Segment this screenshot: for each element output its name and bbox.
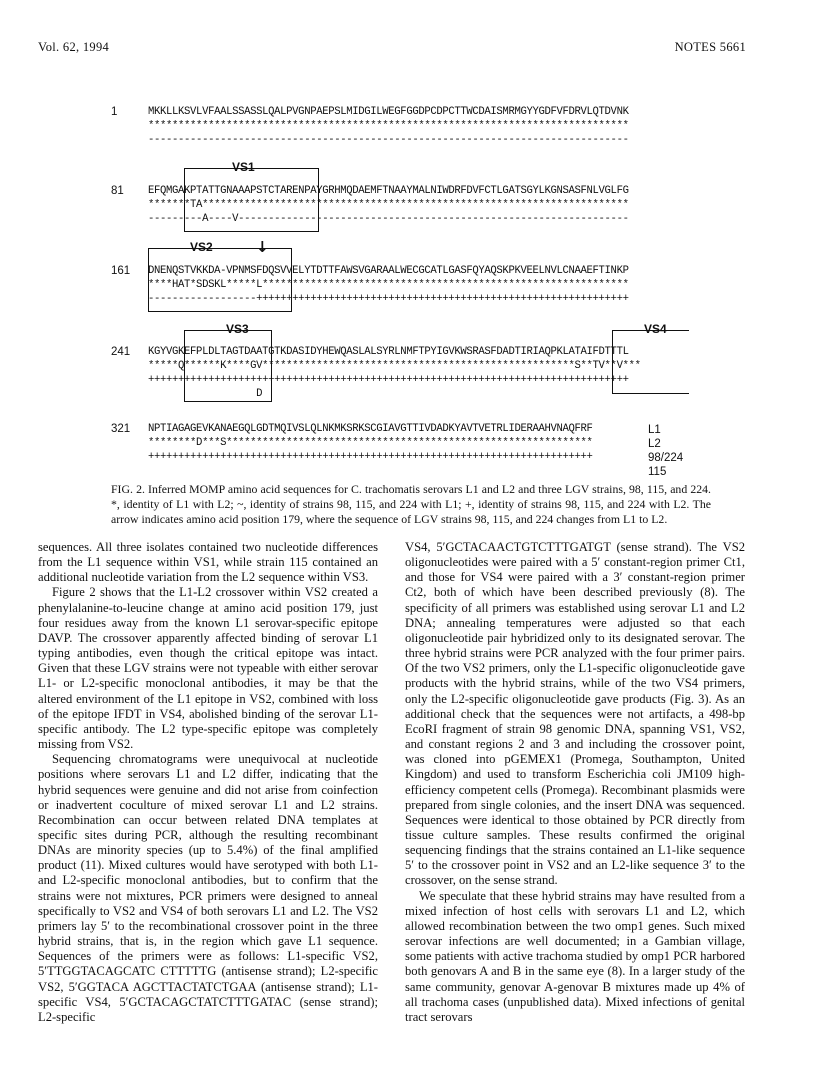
sequence-line-l1: EFQMGAKPTATTGNAAAPSTCTARENPAYGRHMQDAEMFTNAAYMALNIWDRFDVFCTLGATSGYLKGNSASFNLVGLFG <box>148 185 629 197</box>
running-header-page: NOTES 5661 <box>674 40 746 54</box>
paragraph: We speculate that these hybrid strains may have resulted from a mixed infection of host cells with serovars L1 and L2, which allowed recombination between the two omp1 genes. Such mixed serovar infections are well documented; in a Gambian village, some patients with active trachoma studied by omp1 PCR harbored both genovars A and B in the same eye (8). In a larger study of the same community, genovar A-genovar B mixtures made up 4% of all trachoma cases (unpublished data). Mixed infections of genital tract serovars <box>405 888 745 1024</box>
paragraph: VS4, 5′GCTACAACTGTCTTTGATGT (sense strand). The VS2 oligonucleotides were paired with a 5′ constant-region primer Ct1, and those for VS4 were paired with a 3′ constant-region primer Ct2, both of which have been described previously (8). The specificity of all primers was established using serovar L1 and L2 DNA; annealing temperatures were adjusted so that each oligonucleotide pair hybridized only to its designated serovar. The three hybrid strains were PCR analyzed with the four primer pairs. Of the two VS2 primers, only the L1-specific oligonucleotide gave products with the hybrid strains, while of the two VS4 primers, only the L2-specific oligonucleotide gave products (Fig. 3). As an additional check that the sequences were not artifacts, a 498-bp EcoRI fragment of strain 98 genomic DNA, spanning VS1, VS2, and constant regions 2 and 3 and including the crossover point, was cloned into pGEMEX1 (Promega, Southampton, United Kingdom) and used to transform Escherichia coli JM109 high-efficiency competent cells (Promega). Recombinant plasmids were prepared from single colonies, and the insert DNA was sequenced. Sequences were identical to those obtained by PCR directly from tissue culture samples. These results confirmed the original sequencing findings that the strains contained an L1-like sequence 5′ to the crossover point in VS2 and an L2-like sequence 3′ to the crossover, on the sense strand. <box>405 540 745 888</box>
sequence-line-lgv: ++++++++++++++++++++++++++++++++++++++++++++++++++++++++++++++++++++++++++ <box>148 451 593 463</box>
sequence-line-l2: ******************************************************************************** <box>148 120 629 132</box>
left-column <box>38 540 378 1025</box>
region-label-vs4: VS4 <box>644 322 667 336</box>
sequence-line-l2: ****HAT*SDSKL*****L************************************************************* <box>148 279 629 291</box>
paragraph: Figure 2 shows that the L1-L2 crossover within VS2 created a phenylalanine-to-leucine change at amino acid position 179, just four residues away from the known L1 serovar-specific epitope DAVP. The crossover apparently affected binding of serovar L1 typing antibodies, even though the critical epitope was intact. Given that these LGV strains were not typeable with either serovar L1- or L2-specific monoclonal antibodies, it may be that the altered environment of the L1 epitope in VS2, combined with loss of the epitope IFDT in VS4, abolished binding of the serovar L1-specific antibody. The L2 type-specific epitope was completely missing from VS2. <box>38 585 378 752</box>
sequence-line-l2: *****Q******K****GV****************************************************S**TV**V*** <box>148 360 641 372</box>
sequence-line-l2: *******TA*********************************************************************** <box>148 199 629 211</box>
block-start-position: 321 <box>111 423 131 435</box>
sequence-line-l1: NPTIAGAGEVKANAEGQLGDTMQIVSLQLNKMKSRKSCGIAVGTTIVDADKYAVTVETRLIDERAAHVNAQFRF <box>148 423 593 435</box>
strain-label-98-224: 98/224 <box>648 452 684 464</box>
sequence-line-lgv: -------------------------------------------------------------------------------- <box>148 134 629 146</box>
block-start-position: 81 <box>111 185 124 197</box>
sequence-line-l1: DNENQSTVKKDA-VPNMSFDQSVVELYTDTTFAWSVGARAALWECGCATLGASFQYAQSKPKVEELNVLCNAAEFTINKP <box>148 265 629 277</box>
strain-label-115: 115 <box>648 466 667 478</box>
sequence-line-lgv: ------------------++++++++++++++++++++++++++++++++++++++++++++++++++++++++++++++ <box>148 293 629 305</box>
sequence-line-l1: MKKLLKSVLVFAALSSASSLQALPVGNPAEPSLMIDGILWEGFGGDPCDPCTTWCDAISMRMGYYGDFVFDRVLQTDVNK <box>148 106 629 118</box>
block-start-position: 1 <box>111 106 118 118</box>
block-start-position: 241 <box>111 346 131 358</box>
paragraph: sequences. All three isolates contained two nucleotide differences from the L1 sequence within VS1, while strain 115 contained an additional nucleotide variation from the L2 sequence within VS3. <box>38 540 378 585</box>
sequence-line-lgv: ++++++++++++++++++++++++++++++++++++++++++++++++++++++++++++++++++++++++++++++++ <box>148 374 629 386</box>
region-label-vs2: VS2 <box>190 240 213 254</box>
region-label-vs1: VS1 <box>232 160 255 174</box>
region-label-vs3: VS3 <box>226 322 249 336</box>
running-header-volume: Vol. 62, 1994 <box>38 40 110 54</box>
strain-label-l1: L1 <box>648 424 661 436</box>
figure-caption: FIG. 2. Inferred MOMP amino acid sequences for C. trachomatis serovars L1 and L2 and three LGV strains, 98, 115, and 224. *, identity of L1 with L2; ~, identity of strains 98, 115, and 224 with L1; +, identity of strains 98, 115, and 224 with L2. The arrow indicates amino acid position 179, where the sequence of LGV strains 98, 115, and 224 changes from L1 to L2. <box>111 482 711 527</box>
block-start-position: 161 <box>111 265 131 277</box>
sequence-line-l1: KGYVGKEFPLDLTAGTDAATGTKDASIDYHEWQASLALSYRLNMFTPYIGVKWSRASFDADTIRIAQPKLATAIFDTTTL <box>148 346 629 358</box>
crossover-arrow-icon: ↓ <box>256 238 269 256</box>
strain-label-l2: L2 <box>648 438 661 450</box>
right-column <box>405 540 745 1025</box>
sequence-line-l2: ********D***S************************************************************* <box>148 437 593 449</box>
paragraph: Sequencing chromatograms were unequivocal at nucleotide positions where serovars L1 and L2 differ, indicating that the hybrid sequences were genuine and did not arise from coinfection or inadvertent coculture of mixed serovar L1 and L2 strains. Recombination can occur between related DNA templates at specific sites during PCR, although the resulting recombinant DNAs are minority species (up to 5.4%) of the final amplified product (11). Mixed cultures would have serotyped with both L1- and L2-specific monoclonal antibodies, but to confirm that the strains were not mixtures, PCR primers were designed to anneal specifically to VS2 and VS4 of both serovars L1 and L2. The VS2 primers lay 5′ to the recombinational crossover point in the three hybrid strains, that is, in the region which gave L1 sequence. Sequences of the primers were as follows: L1-specific VS2, 5′TTGGTACAGCATC CTTTTTG (antisense strand); L2-specific VS2, 5′GGTACA AGCTTACTATCTGAA (antisense strand); L1-specific VS4, 5′GCTACAGCTATCTTTGATAC (sense strand); L2-specific <box>38 752 378 1024</box>
sequence-line-strain115: D <box>148 388 263 400</box>
sequence-line-lgv: ---------A----V----------------------------------------------------------------- <box>148 213 629 225</box>
